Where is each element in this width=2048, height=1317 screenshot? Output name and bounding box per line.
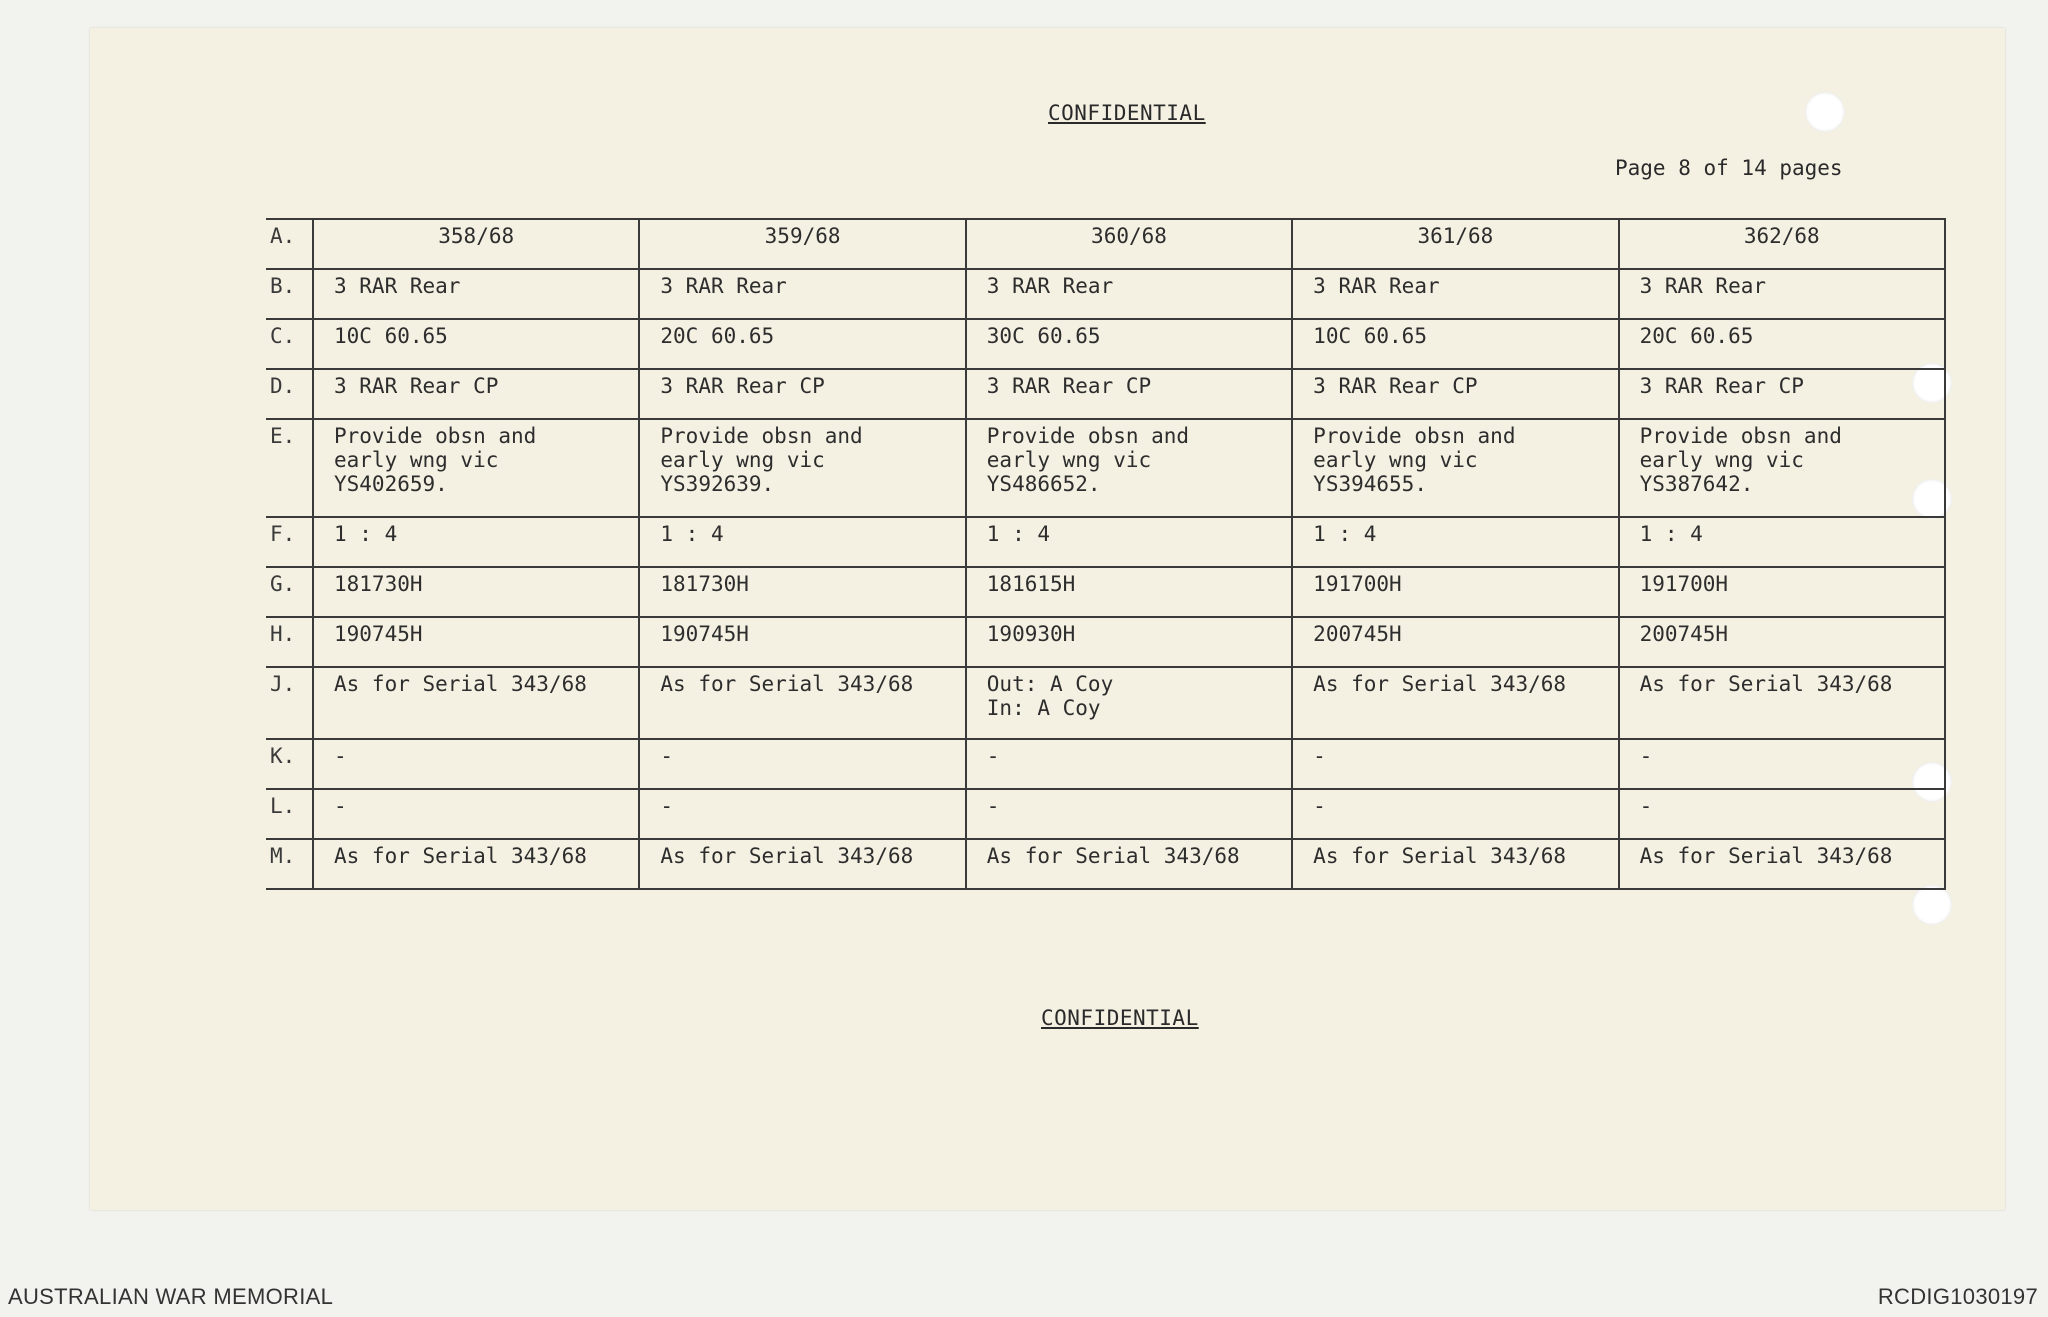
table-cell: - xyxy=(966,739,1292,789)
table-cell: 3 RAR Rear CP xyxy=(1619,369,1945,419)
archive-reference: RCDIG1030197 xyxy=(1877,1284,2038,1309)
table-cell: - xyxy=(1292,789,1618,839)
table-cell: 3 RAR Rear CP xyxy=(966,369,1292,419)
table-cell: Out: A Coy In: A Coy xyxy=(966,667,1292,739)
table-cell: Provide obsn and early wng vic YS402659. xyxy=(313,419,639,517)
table-cell: 3 RAR Rear CP xyxy=(313,369,639,419)
table-cell: 359/68 xyxy=(639,219,965,269)
table-cell: - xyxy=(313,789,639,839)
table-cell: As for Serial 343/68 xyxy=(1292,839,1618,889)
row-label: G. xyxy=(266,567,313,617)
table-cell: As for Serial 343/68 xyxy=(313,839,639,889)
table-cell: 3 RAR Rear xyxy=(313,269,639,319)
table-cell: Provide obsn and early wng vic YS394655. xyxy=(1292,419,1618,517)
table-row xyxy=(266,419,1945,517)
table-cell: As for Serial 343/68 xyxy=(1292,667,1618,739)
table-cell: 190745H xyxy=(639,617,965,667)
row-label: F. xyxy=(266,517,313,567)
table-cell: 200745H xyxy=(1292,617,1618,667)
row-label: B. xyxy=(266,269,313,319)
table-row xyxy=(266,219,1945,269)
table-cell: 1 : 4 xyxy=(1292,517,1618,567)
table-cell: 181615H xyxy=(966,567,1292,617)
table-cell: 362/68 xyxy=(1619,219,1945,269)
table-row xyxy=(266,839,1945,889)
table-cell: 200745H xyxy=(1619,617,1945,667)
table-cell: 10C 60.65 xyxy=(1292,319,1618,369)
table-cell: - xyxy=(966,789,1292,839)
table-cell: - xyxy=(1619,789,1945,839)
table-cell: 190930H xyxy=(966,617,1292,667)
table-row xyxy=(266,369,1945,419)
table-cell: 3 RAR Rear xyxy=(1292,269,1618,319)
row-label: L. xyxy=(266,789,313,839)
row-label: H. xyxy=(266,617,313,667)
table-cell: - xyxy=(313,739,639,789)
table-cell: 20C 60.65 xyxy=(1619,319,1945,369)
table-cell: 181730H xyxy=(313,567,639,617)
table-cell: As for Serial 343/68 xyxy=(639,667,965,739)
table-cell: 191700H xyxy=(1619,567,1945,617)
table-row xyxy=(266,269,1945,319)
table-row xyxy=(266,517,1945,567)
page-number: Page 8 of 14 pages xyxy=(1615,156,1843,180)
serials-table-body xyxy=(266,219,1945,889)
table-row xyxy=(266,739,1945,789)
table-cell: Provide obsn and early wng vic YS392639. xyxy=(639,419,965,517)
table-cell: 3 RAR Rear xyxy=(1619,269,1945,319)
table-cell: 361/68 xyxy=(1292,219,1618,269)
table-cell: 3 RAR Rear CP xyxy=(1292,369,1618,419)
table-cell: As for Serial 343/68 xyxy=(639,839,965,889)
confidential-footer: CONFIDENTIAL xyxy=(1041,1006,1199,1030)
table-row xyxy=(266,789,1945,839)
table-cell: 191700H xyxy=(1292,567,1618,617)
table-cell: - xyxy=(639,789,965,839)
table-cell: 1 : 4 xyxy=(966,517,1292,567)
table-cell: 190745H xyxy=(313,617,639,667)
table-cell: As for Serial 343/68 xyxy=(1619,839,1945,889)
row-label: A. xyxy=(266,219,313,269)
table-cell: 358/68 xyxy=(313,219,639,269)
table-cell: As for Serial 343/68 xyxy=(313,667,639,739)
table-cell: - xyxy=(639,739,965,789)
table-cell: 181730H xyxy=(639,567,965,617)
table-cell: As for Serial 343/68 xyxy=(966,839,1292,889)
row-label: E. xyxy=(266,419,313,517)
table-cell: 1 : 4 xyxy=(1619,517,1945,567)
row-label: D. xyxy=(266,369,313,419)
table-cell: 1 : 4 xyxy=(313,517,639,567)
table-row xyxy=(266,567,1945,617)
row-label: M. xyxy=(266,839,313,889)
table-row xyxy=(266,617,1945,667)
table-cell: Provide obsn and early wng vic YS387642. xyxy=(1619,419,1945,517)
table-cell: 20C 60.65 xyxy=(639,319,965,369)
row-label: J. xyxy=(266,667,313,739)
table-cell: 360/68 xyxy=(966,219,1292,269)
table-row xyxy=(266,667,1945,739)
table-cell: As for Serial 343/68 xyxy=(1619,667,1945,739)
archive-watermark: AUSTRALIAN WAR MEMORIAL xyxy=(8,1284,334,1309)
table-cell: 1 : 4 xyxy=(639,517,965,567)
punch-hole xyxy=(1805,92,1845,132)
serials-table xyxy=(266,218,1946,890)
table-cell: Provide obsn and early wng vic YS486652. xyxy=(966,419,1292,517)
table-cell: 3 RAR Rear xyxy=(966,269,1292,319)
table-cell: 3 RAR Rear xyxy=(639,269,965,319)
confidential-header: CONFIDENTIAL xyxy=(1048,101,1206,125)
row-label: K. xyxy=(266,739,313,789)
table-row xyxy=(266,319,1945,369)
table-cell: - xyxy=(1292,739,1618,789)
table-cell: 10C 60.65 xyxy=(313,319,639,369)
row-label: C. xyxy=(266,319,313,369)
table-cell: 3 RAR Rear CP xyxy=(639,369,965,419)
table-cell: - xyxy=(1619,739,1945,789)
table-cell: 30C 60.65 xyxy=(966,319,1292,369)
punch-hole xyxy=(1912,885,1952,925)
